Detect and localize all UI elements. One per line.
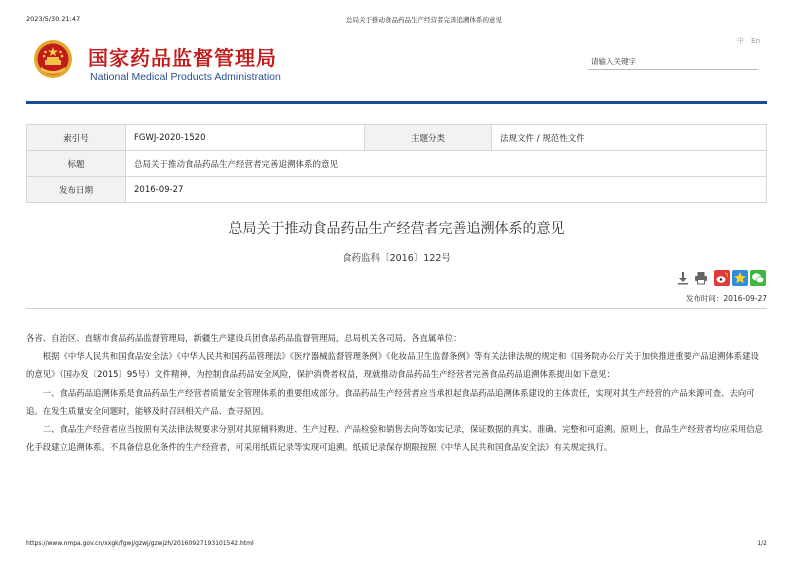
national-emblem-icon[interactable] — [33, 39, 73, 79]
brand-name-en[interactable]: National Medical Products Administration — [90, 71, 281, 83]
paragraph: 根据《中华人民共和国食品安全法》《中华人民共和国药品管理法》《医疗器械监督管理条例》《化妆品卫生监督条例》等有关法律法规的规定和《国务院办公厅关于加快推进重要产品追溯体系建设的意见》（国办发〔2015〕95号）文件精神，为控制食品药品安全风险，保护消费者权益，现就推动食品药品生产经营者完善食品药品追溯体系提出如下意见： — [26, 351, 759, 380]
lang-zh-link[interactable]: 中 — [736, 37, 744, 45]
paragraph: 一、食品药品追溯体系是食品药品生产经营者质量安全管理体系的重要组成部分。食品药品生产经营者应当承担起食品药品追溯体系建设的主体责任，实现对其生产经营的产品来源可查、去向可追。在发生质量安全问题时，能够及时召回相关产品、查寻原因。 — [26, 387, 755, 416]
search-placeholder: 请输入关键字 — [591, 57, 636, 66]
print-datetime: 2023/5/30 21:47 — [26, 15, 81, 23]
document-meta-table — [26, 124, 767, 203]
print-page-title: 总局关于推动食品药品生产经营者完善追溯体系的意见 — [346, 16, 502, 24]
table-row — [27, 125, 767, 151]
date-value: 2016-09-27 — [126, 177, 767, 203]
wechat-share-icon[interactable] — [750, 270, 766, 286]
title-value: 总局关于推动食品药品生产经营者完善追溯体系的意见 — [126, 151, 767, 177]
table-row — [27, 177, 767, 203]
print-url: https://www.nmpa.gov.cn/xxgk/fgwj/gzwj/gzwjzh/20160927193101542.html — [26, 540, 254, 547]
index-value: FGWJ-2020-1520 — [126, 125, 365, 151]
qzone-share-icon[interactable] — [732, 270, 748, 286]
title-label: 标题 — [27, 151, 126, 177]
article-title: 总局关于推动食品药品生产经营者完善追溯体系的意见 — [228, 221, 565, 237]
print-page-number: 1/2 — [757, 540, 767, 547]
table-row — [27, 151, 767, 177]
document-number: 食药监科〔2016〕122号 — [342, 253, 451, 264]
lang-en-link[interactable]: En — [751, 37, 760, 45]
article-body — [26, 329, 767, 456]
category-label: 主题分类 — [365, 125, 492, 151]
header-divider — [26, 101, 767, 104]
paragraph: 各省、自治区、直辖市食品药品监督管理局，新疆生产建设兵团食品药品监督管理局，总局机关各司局、各直属单位： — [26, 333, 462, 343]
date-label: 发布日期 — [27, 177, 126, 203]
paragraph: 二、食品生产经营者应当按照有关法律法规要求分别对其原辅料购进、生产过程、产品检验和销售去向等如实记录，保证数据的真实、准确、完整和可追溯。原则上，食品生产经营者均应采用信息化手段建立追溯体系。不具备信息化条件的生产经营者，可采用纸质记录等实现可追溯。纸质记录保存期限按照《中华人民共和国食品安全法》有关规定执行。 — [26, 424, 764, 453]
article-divider — [26, 308, 767, 309]
publish-date: 发布时间：2016-09-27 — [685, 294, 767, 303]
language-switch — [737, 36, 760, 46]
category-value: 法规文件 / 规范性文件 — [492, 125, 767, 151]
index-label: 索引号 — [27, 125, 126, 151]
brand-name-cn[interactable]: 国家药品监督管理局 — [88, 46, 277, 70]
search-input[interactable] — [588, 54, 758, 70]
download-icon[interactable] — [676, 271, 690, 285]
print-icon[interactable] — [694, 271, 708, 285]
weibo-share-icon[interactable] — [714, 270, 730, 286]
